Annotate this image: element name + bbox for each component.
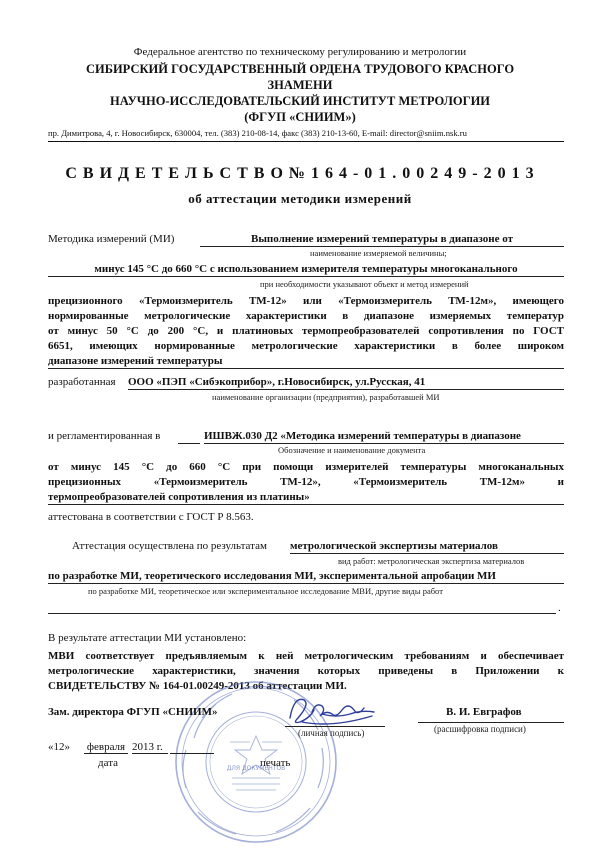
method-caption2: при необходимости указывают объект и метод измерений xyxy=(260,279,469,289)
method-desc-line3: от минус 50 °С до 200 °С, и платиновых термопреобразователей сопротивления по ГОСТ xyxy=(48,325,564,337)
regulated-value: ИШВЖ.030 Д2 «Методика измерений температуры в диапазоне xyxy=(204,430,564,444)
method-value-line2: минус 145 °С до 660 °С с использованием измерителя температуры многоканального xyxy=(48,263,564,277)
attestation-value: метрологической экспертизы материалов xyxy=(290,540,564,554)
attestation-caption1: вид работ: метрологическая экспертиза материалов xyxy=(338,556,525,566)
developer-caption: наименование организации (предприятия), разработавшей МИ xyxy=(212,392,440,402)
blank-line xyxy=(48,613,556,614)
method-desc-line5: диапазоне измерений температуры xyxy=(48,355,564,369)
certified-text: аттестована в соответствии с ГОСТ Р 8.563. xyxy=(48,511,254,523)
certificate-subtitle: об аттестации методики измерений xyxy=(188,191,412,206)
regulated-line2: прецизионных «Термоизмеритель ТМ-12», «Термоизмеритель ТМ-12м» и xyxy=(48,476,564,488)
org-name-line4: (ФГУП «СНИИМ») xyxy=(244,110,356,124)
org-name-line3: НАУЧНО-ИССЛЕДОВАТЕЛЬСКИЙ ИНСТИТУТ МЕТРОЛОГИИ xyxy=(109,94,491,108)
org-address: пр. Димитрова, 4, г. Новосибирск, 630004, тел. (383) 210-08-14, факс (383) 210-13-60, E-mail: director@sniim.nsk.ru xyxy=(48,128,467,138)
method-desc-line2: нормированные метрологические характеристики в диапазоне измеряемых температур xyxy=(48,310,564,322)
result-line1: МВИ соответствует предъявляемым к ней метрологическим требованиям и обеспечивает xyxy=(48,650,564,662)
signer-position: Зам. директора ФГУП «СНИИМ» xyxy=(48,706,218,718)
attestation-caption2: по разработке МИ, теоретическое или экспериментальное исследование МВИ, другие виды работ xyxy=(88,586,443,596)
handwritten-signature-icon xyxy=(282,688,386,730)
developer-label: разработанная xyxy=(48,376,116,388)
developer-value: ООО «ПЭП «Сибэкоприбор», г.Новосибирск, ул.Русская, 41 xyxy=(128,376,564,390)
regulated-leader xyxy=(178,443,200,444)
date-day: «12» xyxy=(48,741,70,753)
result-line2: метрологические характеристики, значения которых приведены в Приложении к xyxy=(48,665,564,677)
stamp-caption: печать xyxy=(260,757,291,769)
org-name-line2: ЗНАМЕНИ xyxy=(267,78,333,92)
certificate-title: С В И Д Е Т Е Л Ь С Т В О № 1 6 4 - 0 1 . 0 0 2 4 9 - 2 0 1 3 xyxy=(65,165,535,182)
date-caption: дата xyxy=(98,757,119,769)
method-value-line1: Выполнение измерений температуры в диапазоне от xyxy=(200,233,564,247)
date-month: февраля xyxy=(84,741,128,754)
method-caption1: наименование измеряемой величины; xyxy=(310,248,447,258)
method-label: Методика измерений (МИ) xyxy=(48,233,175,245)
signature-caption: (личная подпись) xyxy=(298,728,365,738)
stamp-inner-text: ДЛЯ ДОКУМЕНТОВ xyxy=(226,765,286,772)
date-year: 2013 г. xyxy=(132,741,168,754)
header-divider xyxy=(48,141,564,142)
regulated-caption: Обозначение и наименование документа xyxy=(278,445,426,455)
signature-line xyxy=(285,726,385,727)
name-line xyxy=(418,722,564,723)
regulated-line3: термопреобразователей сопротивления из платины» xyxy=(48,491,564,505)
date-line xyxy=(170,753,214,754)
attestation-value-line2: по разработке МИ, теоретического исследования МИ, экспериментальной апробации МИ xyxy=(48,570,564,584)
agency-line: Федеральное агентство по техническому регулированию и метрологии xyxy=(133,46,467,58)
regulated-label: и регламентированная в xyxy=(48,430,161,442)
attestation-label: Аттестация осуществлена по результатам xyxy=(72,540,267,552)
result-line3: СВИДЕТЕЛЬСТВУ № 164-01.00249-2013 об аттестации МИ. xyxy=(48,680,347,692)
method-desc-line4: 6651, имеющих нормированные метрологические характеристики в более широком xyxy=(48,340,564,352)
org-name-line1: СИБИРСКИЙ ГОСУДАРСТВЕННЫЙ ОРДЕНА ТРУДОВОГО КРАСНОГО xyxy=(85,62,515,76)
regulated-line1: от минус 145 °С до 660 °С при помощи измерителей температуры многоканальных xyxy=(48,461,564,473)
name-caption: (расшифровка подписи) xyxy=(434,724,526,734)
blank-line-dot: . xyxy=(558,602,561,614)
method-desc-line1: прецизионного «Термоизмеритель ТМ-12» или «Термоизмеритель ТМ-12м», имеющего xyxy=(48,295,564,307)
result-intro: В результате аттестации МИ установлено: xyxy=(48,632,247,644)
signer-name: В. И. Евграфов xyxy=(446,706,522,718)
